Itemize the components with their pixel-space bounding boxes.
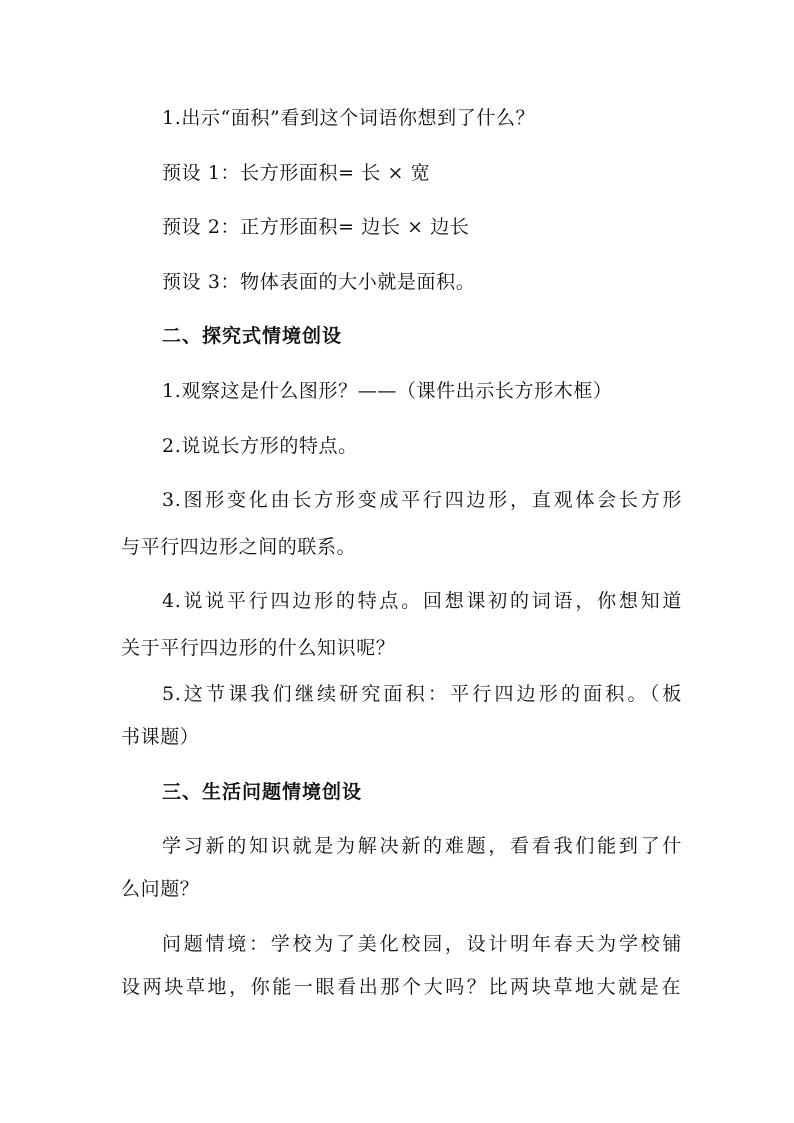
section-heading: 三、生活问题情境创设 <box>162 781 363 803</box>
paragraph-line: 预设 1：长方形面积= 长 × 宽 <box>162 162 431 184</box>
paragraph-line: 2.说说长方形的特点。 <box>162 435 358 457</box>
paragraph-line: 书课题） <box>121 726 200 748</box>
section-heading: 二、探究式情境创设 <box>162 325 343 347</box>
paragraph-line: 3.图形变化由长方形变成平行四边形，直观体会长方形 <box>162 489 682 511</box>
paragraph-line: 5.这节课我们继续研究面积：平行四边形的面积。（板 <box>162 683 682 705</box>
paragraph-line: 1.出示“面积”看到这个词语你想到了什么？ <box>162 107 536 129</box>
paragraph-line: 4.说说平行四边形的特点。回想课初的词语，你想知道 <box>162 590 682 612</box>
paragraph-line: 问题情境：学校为了美化校园，设计明年春天为学校铺 <box>162 933 682 955</box>
paragraph-line: 么问题？ <box>121 878 200 900</box>
paragraph-line: 设两块草地，你能一眼看出那个大吗？比两块草地大就是在 <box>121 976 681 998</box>
paragraph-line: 关于平行四边形的什么知识呢？ <box>121 637 396 659</box>
paragraph-line: 与平行四边形之间的联系。 <box>121 536 357 558</box>
paragraph-line: 1.观察这是什么图形？——（课件出示长方形木框） <box>162 380 613 402</box>
paragraph-line: 学习新的知识就是为解决新的难题，看看我们能到了什 <box>162 835 682 857</box>
paragraph-line: 预设 2：正方形面积= 边长 × 边长 <box>162 216 470 238</box>
paragraph-line: 预设 3：物体表面的大小就是面积。 <box>162 271 476 293</box>
